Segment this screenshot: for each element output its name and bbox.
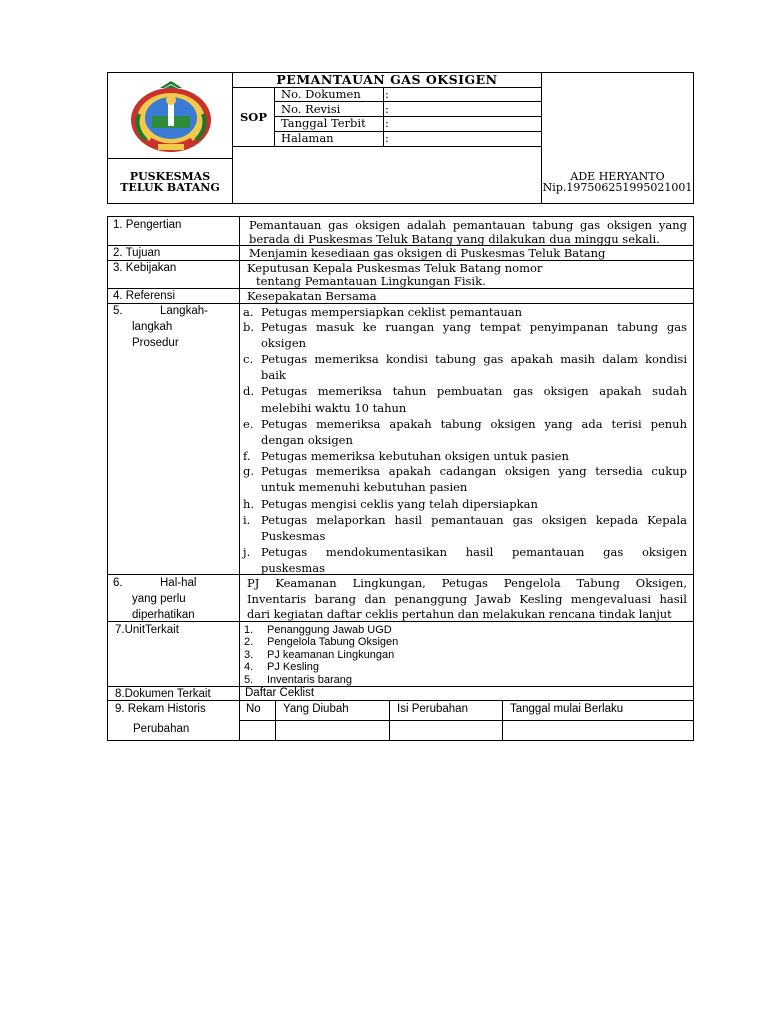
puskesmas-logo: [124, 78, 219, 156]
sop-label: SOP: [240, 110, 267, 124]
kebijakan-line2: tentang Pemantauan Lingkungan Fisik.: [256, 274, 486, 288]
procedure-step-g-cont: untuk memenuhi kebutuhan pasien: [261, 480, 468, 494]
field-value-tanggal-terbit: :: [385, 116, 389, 130]
referensi-text: Kesepakatan Bersama: [247, 289, 377, 303]
procedure-letter-e: e.: [243, 417, 254, 431]
signer-name: ADE HERYANTO: [570, 170, 665, 183]
label-referensi: 4. Referensi: [113, 290, 176, 302]
procedure-step-i: Petugas melaporkan hasil pemantauan gas oksigen kepada Kepala: [261, 513, 687, 527]
field-label-no-revisi: No. Revisi: [281, 102, 341, 116]
halhal-line2: Inventaris barang dan penanggung Jawab Kesling mengevaluasi hasil: [247, 592, 687, 606]
column-header-yang-diubah: Yang Diubah: [283, 703, 349, 715]
field-value-halaman: :: [385, 131, 389, 145]
unit-item-3: PJ keamanan Lingkungan: [267, 649, 395, 661]
procedure-letter-f: f.: [243, 449, 251, 463]
kebijakan-line1: Keputusan Kepala Puskesmas Teluk Batang nomor: [247, 261, 543, 275]
unit-item-1: Penanggung Jawab UGD: [267, 624, 392, 636]
pengertian-line2: berada di Puskesmas Teluk Batang yang dilakukan dua minggu sekali.: [249, 232, 660, 246]
procedure-letter-i: i.: [243, 513, 251, 527]
label-langkah-2: langkah: [132, 321, 173, 333]
label-kebijakan: 3. Kebijakan: [113, 262, 177, 274]
unit-item-2: Pengelola Tabung Oksigen: [267, 636, 399, 648]
procedure-step-e-cont: dengan oksigen: [261, 433, 353, 447]
procedure-letter-h: h.: [243, 497, 255, 511]
unit-num-4: 4.: [244, 661, 254, 673]
field-label-tanggal-terbit: Tanggal Terbit: [281, 116, 366, 130]
unit-item-5: Inventaris barang: [267, 674, 352, 686]
pengertian-line1: Pemantauan gas oksigen adalah pemantauan tabung gas oksigen yang: [249, 218, 687, 232]
procedure-step-c-cont: baik: [261, 368, 286, 382]
org-name-line2: TELUK BATANG: [120, 181, 220, 194]
unit-num-2: 2.: [244, 636, 254, 648]
label-rekam-historis-2: Perubahan: [133, 723, 190, 735]
label-tujuan: 2. Tujuan: [113, 247, 161, 259]
dokumen-text: Daftar Ceklist: [245, 687, 315, 699]
label-halhal-3: diperhatikan: [132, 609, 195, 621]
unit-num-5: 5.: [244, 674, 254, 686]
procedure-letter-g: g.: [243, 464, 255, 478]
unit-item-4: PJ Kesling: [267, 661, 319, 673]
procedure-step-j: Petugas mendokumentasikan hasil pemantauan gas oksigen: [261, 545, 687, 559]
procedure-letter-a: a.: [243, 305, 254, 319]
field-value-no-dokumen: :: [385, 87, 389, 101]
procedure-letter-c: c.: [243, 352, 254, 366]
halhal-line1: PJ Keamanan Lingkungan, Petugas Pengelola Tabung Oksigen,: [247, 576, 687, 590]
org-name-line1: PUSKESMAS: [129, 170, 211, 183]
unit-num-1: 1.: [244, 624, 254, 636]
procedure-step-i-cont: Puskesmas: [261, 529, 326, 543]
label-langkah-num: 5.: [113, 305, 123, 317]
column-header-no: No: [246, 703, 261, 715]
unit-num-3: 3.: [244, 649, 254, 661]
document-title: PEMANTAUAN GAS OKSIGEN: [276, 72, 498, 87]
column-header-tanggal-mulai: Tanggal mulai Berlaku: [510, 703, 624, 715]
column-header-isi-perubahan: Isi Perubahan: [397, 703, 468, 715]
procedure-step-b-cont: oksigen: [261, 336, 307, 350]
signer-nip: Nip.197506251995021001: [542, 181, 693, 194]
label-halhal-1: Hal-hal: [160, 577, 197, 589]
procedure-step-d: Petugas memeriksa tahun pembuatan gas oksigen apakah sudah: [261, 384, 687, 398]
label-halhal-num: 6.: [113, 577, 123, 589]
label-dokumen-terkait: 8.Dokumen Terkait: [115, 688, 211, 700]
procedure-step-j-cont: puskesmas: [261, 561, 326, 575]
tujuan-text: Menjamin kesediaan gas oksigen di Puskesmas Teluk Batang: [249, 246, 606, 260]
procedure-step-d-cont: melebihi waktu 10 tahun: [261, 401, 407, 415]
label-pengertian: 1. Pengertian: [113, 219, 182, 231]
procedure-step-g: Petugas memeriksa apakah cadangan oksigen yang tersedia cukup: [261, 464, 687, 478]
label-unit-terkait: 7.UnitTerkait: [115, 624, 179, 636]
field-label-no-dokumen: No. Dokumen: [281, 87, 361, 101]
procedure-step-b: Petugas masuk ke ruangan yang tempat penyimpanan tabung gas: [261, 320, 687, 334]
halhal-line3: dari kegiatan daftar ceklis pertahun dan melakukan rencana tindak lanjut: [247, 608, 672, 621]
field-value-no-revisi: :: [385, 102, 389, 116]
procedure-step-f: Petugas memeriksa kebutuhan oksigen untuk pasien: [261, 449, 569, 463]
procedure-letter-b: b.: [243, 320, 255, 334]
procedure-letter-j: j.: [243, 545, 251, 559]
field-label-halaman: Halaman: [281, 131, 334, 145]
procedure-step-c: Petugas memeriksa kondisi tabung gas apakah masih dalam kondisi: [261, 352, 687, 366]
label-langkah-3: Prosedur: [132, 337, 179, 349]
label-rekam-historis-1: 9. Rekam Historis: [115, 703, 206, 715]
label-halhal-2: yang perlu: [132, 593, 186, 605]
label-langkah-1: Langkah-: [160, 305, 208, 317]
procedure-letter-d: d.: [243, 384, 255, 398]
procedure-step-a: Petugas mempersiapkan ceklist pemantauan: [261, 305, 523, 319]
procedure-step-h: Petugas mengisi ceklis yang telah dipersiapkan: [261, 497, 538, 511]
procedure-step-e: Petugas memeriksa apakah tabung oksigen yang ada terisi penuh: [261, 417, 687, 431]
